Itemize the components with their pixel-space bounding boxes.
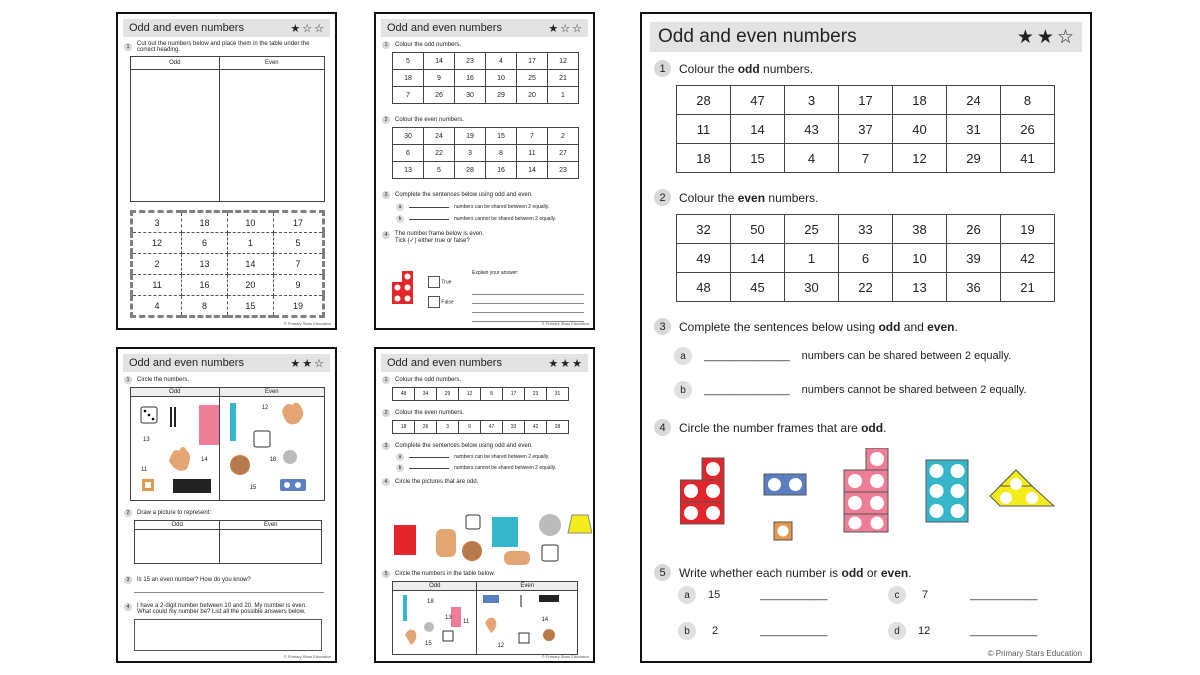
worksheet-title: Odd and even numbers: [387, 22, 502, 34]
number-cell[interactable]: 10: [893, 244, 947, 273]
difficulty-stars: ★ ★ ☆: [290, 357, 324, 370]
number-cell[interactable]: 10: [486, 70, 517, 87]
number-cell[interactable]: 30: [393, 128, 424, 145]
number-cell[interactable]: 16: [455, 70, 486, 87]
number-cell[interactable]: 14: [731, 115, 785, 144]
copyright: © Primary Stars Education: [541, 321, 589, 326]
number-cell[interactable]: 17: [517, 53, 548, 70]
number-cell[interactable]: 3: [437, 421, 459, 434]
number-cell[interactable]: 18: [393, 70, 424, 87]
number-cell[interactable]: 19: [273, 296, 323, 317]
question-1: 1 Colour the odd numbers.: [382, 41, 587, 49]
worksheet-2[interactable]: [374, 12, 595, 330]
number-cell[interactable]: 14: [517, 162, 548, 179]
number-cell[interactable]: 24: [424, 128, 455, 145]
number-cell[interactable]: 26: [415, 421, 437, 434]
number-cell[interactable]: 15: [486, 128, 517, 145]
worksheet-header: [123, 19, 330, 37]
copyright: © Primary Stars Education: [283, 321, 331, 326]
answer-c[interactable]: c 7 ___________: [888, 586, 1037, 604]
number-cell[interactable]: 28: [547, 421, 569, 434]
number-cell[interactable]: 24: [947, 86, 1001, 115]
star-icon: ☆: [1056, 26, 1074, 48]
number-cell[interactable]: 23: [455, 53, 486, 70]
number-cell[interactable]: 42: [1001, 244, 1055, 273]
number-cell[interactable]: 40: [893, 115, 947, 144]
number-cell[interactable]: 7: [839, 144, 893, 173]
question-3: 3 Is 15 an even number? How do you know?: [124, 576, 329, 584]
number-cell[interactable]: 4: [486, 53, 517, 70]
question-2: 2 Colour the even numbers.: [654, 189, 1078, 206]
number-cell[interactable]: 6: [839, 244, 893, 273]
answer-d[interactable]: d 12 ___________: [888, 622, 1037, 640]
question-2: 2 Colour the even numbers.: [382, 409, 587, 417]
orange-frame-one: [774, 522, 792, 540]
number-cell[interactable]: 5: [273, 233, 323, 254]
worksheet-title: Odd and even numbers: [129, 357, 244, 369]
number-cell[interactable]: 11: [677, 115, 731, 144]
number-cell[interactable]: 12: [132, 233, 182, 254]
odd-number-grid[interactable]: [392, 52, 579, 104]
circle-table: Odd Even 13 11 14 12 18 15: [130, 387, 325, 501]
number-cell[interactable]: 16: [486, 162, 517, 179]
number-cell[interactable]: 31: [547, 388, 569, 401]
number-cell[interactable]: 39: [947, 244, 1001, 273]
number-cell[interactable]: 19: [455, 128, 486, 145]
number-cell[interactable]: 29: [486, 87, 517, 104]
number-cell[interactable]: 8: [182, 296, 228, 317]
worksheet-header: [381, 19, 588, 37]
number-cell[interactable]: 25: [517, 70, 548, 87]
worksheet-header: [123, 354, 330, 372]
number-cell[interactable]: 11: [517, 145, 548, 162]
number-cell[interactable]: 9: [424, 70, 455, 87]
worksheet-title: Odd and even numbers: [387, 357, 502, 369]
number-cell[interactable]: 1: [548, 87, 579, 104]
sentence-a: a numbers can be shared between 2 equally.: [396, 453, 573, 461]
odd-pictures-row[interactable]: [392, 511, 592, 567]
number-cell[interactable]: 6: [182, 233, 228, 254]
number-cell[interactable]: 2: [132, 254, 182, 275]
question-3: 3 Complete the sentences below using odd and even.: [382, 442, 587, 450]
number-cell[interactable]: 42: [525, 421, 547, 434]
number-cell[interactable]: 13: [393, 162, 424, 179]
number-cell[interactable]: 14: [424, 53, 455, 70]
question-5: 5 Write whether each number is odd or even.: [654, 564, 912, 581]
explain-label: Explain your answer:: [472, 270, 519, 276]
number-cell[interactable]: 38: [893, 215, 947, 244]
question-5: 5 Circle the numbers in the table below.: [382, 570, 495, 578]
number-cell[interactable]: 21: [1001, 273, 1055, 302]
worksheet-header: [650, 22, 1082, 52]
number-cell[interactable]: 3: [455, 145, 486, 162]
star-icon: ★: [1036, 26, 1054, 48]
draw-table[interactable]: Odd Even: [134, 520, 322, 564]
even-pictures: [228, 401, 318, 497]
number-cell[interactable]: 4: [785, 144, 839, 173]
navy-frame-two: [764, 474, 806, 495]
numerals-table: Odd Even 18 13 11 15 14 12: [392, 581, 578, 655]
number-cell[interactable]: 4: [132, 296, 182, 317]
number-cell[interactable]: 20: [227, 275, 273, 296]
number-cell[interactable]: 47: [731, 86, 785, 115]
number-cell[interactable]: 9: [459, 421, 481, 434]
answer-a[interactable]: a 15 ___________: [678, 586, 827, 604]
question-2: 2 Colour the even numbers.: [382, 116, 587, 124]
number-cell[interactable]: 33: [839, 215, 893, 244]
number-cell[interactable]: 2: [548, 128, 579, 145]
number-cell[interactable]: 14: [731, 244, 785, 273]
number-cell[interactable]: 36: [947, 273, 1001, 302]
difficulty-stars: ★ ★ ★: [548, 357, 582, 370]
sentence-a[interactable]: a ______________ numbers can be shared between 2 equally.: [674, 347, 1090, 365]
sentence-a: a numbers can be shared between 2 equally.: [396, 203, 573, 211]
number-cell[interactable]: 13: [893, 273, 947, 302]
number-frame-picture: [392, 271, 424, 311]
even-number-grid[interactable]: [676, 214, 1055, 302]
number-cell[interactable]: 25: [785, 215, 839, 244]
number-cell[interactable]: 7: [273, 254, 323, 275]
number-cell[interactable]: 33: [503, 421, 525, 434]
question-4: 4 I have a 2-digit number between 10 and 20. My number is even. What could my number be? List all the possible answers below.: [124, 603, 329, 615]
number-cell[interactable]: 47: [481, 421, 503, 434]
star-icon: ★: [290, 22, 301, 35]
number-cell[interactable]: 43: [785, 115, 839, 144]
number-cell[interactable]: 45: [731, 273, 785, 302]
number-cell[interactable]: 23: [548, 162, 579, 179]
yellow-frame-three: [990, 470, 1054, 506]
number-cell[interactable]: 5: [393, 53, 424, 70]
number-cell[interactable]: 18: [677, 144, 731, 173]
number-cell[interactable]: 11: [132, 275, 182, 296]
number-cell[interactable]: 50: [731, 215, 785, 244]
number-cell[interactable]: 6: [393, 145, 424, 162]
number-cell[interactable]: 8: [486, 145, 517, 162]
explain-lines[interactable]: [472, 286, 584, 322]
number-cell[interactable]: 8: [1001, 86, 1055, 115]
number-cell[interactable]: 41: [1001, 144, 1055, 173]
sentence-b: b numbers cannot be shared between 2 equally.: [396, 464, 573, 472]
number-cell[interactable]: 5: [424, 162, 455, 179]
number-cell[interactable]: 7: [517, 128, 548, 145]
number-cell[interactable]: 27: [548, 145, 579, 162]
sort-table: Odd Even: [130, 56, 325, 202]
answer-box[interactable]: [134, 619, 322, 651]
number-cell[interactable]: 15: [227, 296, 273, 317]
number-cell[interactable]: 14: [227, 254, 273, 275]
number-cell[interactable]: 3: [132, 212, 182, 233]
number-cell[interactable]: 37: [839, 115, 893, 144]
even-number-grid[interactable]: [392, 127, 579, 179]
worksheet-header: [381, 354, 588, 372]
number-cell[interactable]: 31: [947, 115, 1001, 144]
false-option[interactable]: False: [428, 296, 454, 308]
worksheet-title: Odd and even numbers: [658, 26, 857, 47]
pink-frame-seven: [844, 448, 888, 532]
question-2: 2 Draw a picture to represent:: [124, 509, 329, 517]
number-cell[interactable]: 17: [273, 212, 323, 233]
odd-number-grid[interactable]: [676, 85, 1055, 173]
cyan-frame-six: [926, 460, 968, 522]
number-cell[interactable]: 18: [893, 86, 947, 115]
number-cell[interactable]: 1: [785, 244, 839, 273]
odd-number-row[interactable]: [392, 387, 569, 401]
worksheet-5-main[interactable]: [640, 12, 1092, 663]
question-4: 4 Circle the pictures that are odd.: [382, 478, 587, 486]
odd-pictures: [139, 405, 229, 497]
worksheet-3[interactable]: [116, 347, 337, 663]
worksheet-1[interactable]: [116, 12, 337, 330]
sentence-b[interactable]: b ______________ numbers cannot be shared between 2 equally.: [674, 381, 1090, 399]
difficulty-stars: ★ ☆ ☆: [548, 22, 582, 35]
number-cell[interactable]: 22: [424, 145, 455, 162]
question-1: 1 Circle the numbers.: [124, 376, 329, 384]
number-cell[interactable]: 13: [182, 254, 228, 275]
number-cell[interactable]: 26: [424, 87, 455, 104]
number-cell[interactable]: 29: [437, 388, 459, 401]
number-cell[interactable]: 28: [455, 162, 486, 179]
number-frames[interactable]: [680, 448, 1060, 544]
number-cell[interactable]: 15: [731, 144, 785, 173]
number-cell[interactable]: 7: [393, 87, 424, 104]
number-cell[interactable]: 30: [455, 87, 486, 104]
number-cell[interactable]: 20: [517, 87, 548, 104]
difficulty-stars: [290, 22, 324, 35]
copyright: © Primary Stars Education: [283, 654, 331, 659]
number-cell[interactable]: 9: [273, 275, 323, 296]
copyright: © Primary Stars Education: [541, 654, 589, 659]
number-cell[interactable]: 17: [503, 388, 525, 401]
number-cell[interactable]: 3: [785, 86, 839, 115]
worksheet-title: Odd and even numbers: [129, 22, 244, 34]
number-cell[interactable]: 12: [548, 53, 579, 70]
answer-b[interactable]: b 2 ___________: [678, 622, 827, 640]
question-1: 1 Colour the odd numbers.: [654, 60, 1078, 77]
star-icon: ☆: [314, 22, 324, 35]
true-option[interactable]: True: [428, 276, 451, 288]
number-cell[interactable]: 8: [481, 388, 503, 401]
number-cell[interactable]: 1: [227, 233, 273, 254]
number-cell[interactable]: 29: [947, 144, 1001, 173]
question-1: 1 Cut out the numbers below and place them in the table under the correct heading.: [124, 41, 329, 53]
cut-out-cards[interactable]: [130, 210, 325, 318]
number-cell[interactable]: 49: [677, 244, 731, 273]
star-icon: ☆: [302, 22, 313, 35]
star-icon: ★: [1016, 26, 1034, 48]
number-cell[interactable]: 19: [1001, 215, 1055, 244]
number-cell[interactable]: 22: [839, 273, 893, 302]
number-cell[interactable]: 26: [1001, 115, 1055, 144]
number-cell[interactable]: 18: [182, 212, 228, 233]
number-cell[interactable]: 10: [227, 212, 273, 233]
number-cell[interactable]: 12: [459, 388, 481, 401]
number-cell[interactable]: 30: [785, 273, 839, 302]
red-frame-five: [680, 458, 724, 524]
number-cell[interactable]: 17: [839, 86, 893, 115]
question-3: 3 Complete the sentences below using odd and even.: [654, 318, 1078, 335]
number-cell[interactable]: 18: [393, 421, 415, 434]
sentence-b: b numbers cannot be shared between 2 equally.: [396, 215, 573, 223]
number-cell[interactable]: 34: [415, 388, 437, 401]
question-3: 3 Complete the sentences below using odd and even.: [382, 191, 587, 199]
number-cell[interactable]: 48: [677, 273, 731, 302]
number-cell[interactable]: 26: [947, 215, 1001, 244]
question-4: 4 The number frame below is even. Tick (✓) either true or false?: [382, 231, 587, 244]
number-cell[interactable]: 21: [548, 70, 579, 87]
number-cell[interactable]: 32: [677, 215, 731, 244]
even-number-row[interactable]: [392, 420, 569, 434]
question-1: 1 Colour the odd numbers.: [382, 376, 587, 384]
number-cell[interactable]: 23: [525, 388, 547, 401]
question-4: 4 Circle the number frames that are odd.: [654, 419, 1078, 436]
worksheet-4[interactable]: [374, 347, 595, 663]
number-cell[interactable]: 16: [182, 275, 228, 296]
copyright: © Primary Stars Education: [987, 649, 1082, 658]
number-cell[interactable]: 12: [893, 144, 947, 173]
difficulty-stars: [1017, 26, 1074, 49]
number-cell[interactable]: 48: [393, 388, 415, 401]
number-cell[interactable]: 28: [677, 86, 731, 115]
